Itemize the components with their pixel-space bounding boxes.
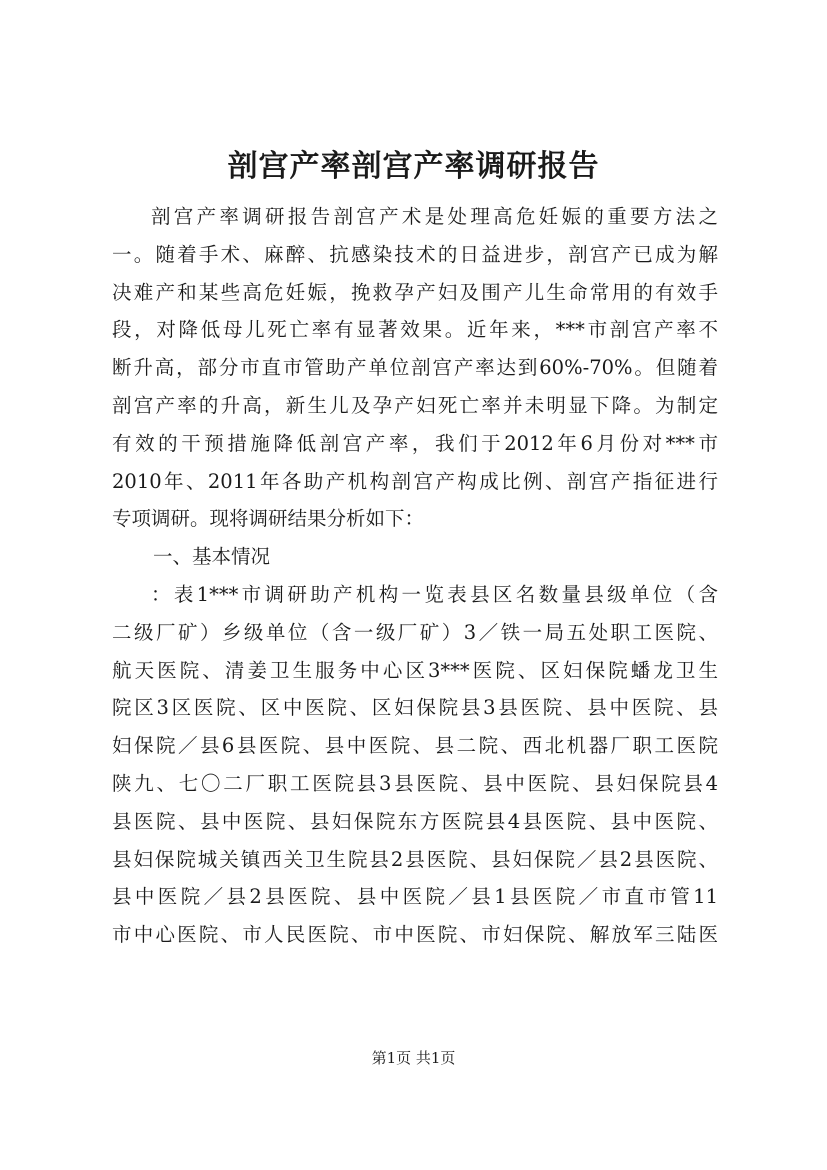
paragraph-line: 县医院、县中医院、县妇保院东方医院县4县医院、县中医院、 <box>112 809 718 833</box>
paragraph-line: 一。随着手术、麻醉、抗感染技术的日益进步，剖宫产已成为解 <box>112 242 718 266</box>
paragraph-line: 有效的干预措施降低剖宫产率，我们于2012年6月份对***市 <box>112 431 718 455</box>
paragraph-line: 妇保院／县6县医院、县中医院、县二院、西北机器厂职工医院 <box>112 734 718 758</box>
paragraph-line: 二级厂矿）乡级单位（含一级厂矿）3／铁一局五处职工医院、 <box>112 620 718 644</box>
paragraph-line: 剖宫产率的升高，新生儿及孕产妇死亡率并未明显下降。为制定 <box>112 393 718 417</box>
paragraph-line: 县妇保院城关镇西关卫生院县2县医院、县妇保院／县2县医院、 <box>112 847 718 871</box>
document-body <box>112 198 718 954</box>
page-footer: 第1页 共1页 <box>371 1049 456 1067</box>
section-heading: 一、基本情况 <box>153 545 271 569</box>
paragraph-line: 段，对降低母儿死亡率有显著效果。近年来，***市剖宫产率不 <box>112 318 718 342</box>
paragraph-line: 2010年、2011年各助产机构剖宫产构成比例、剖宫产指征进行 <box>112 469 718 493</box>
paragraph-line: ：表1***市调研助产机构一览表县区名数量县级单位（含 <box>151 582 718 606</box>
paragraph-line: 市中心医院、市人民医院、市中医院、市妇保院、解放军三陆医 <box>112 923 718 947</box>
paragraph-line: 陕九、七〇二厂职工医院县3县医院、县中医院、县妇保院县4 <box>112 771 718 795</box>
paragraph-line: 剖宫产率调研报告剖宫产术是处理高危妊娠的重要方法之 <box>151 205 718 228</box>
paragraph-line: 院区3区医院、区中医院、区妇保院县3县医院、县中医院、县 <box>112 696 718 720</box>
paragraph-line: 断升高，部分市直市管助产单位剖宫产率达到60%-70%。但随着 <box>112 356 718 380</box>
paragraph-line: 专项调研。现将调研结果分析如下： <box>112 507 425 531</box>
paragraph-line: 决难产和某些高危妊娠，挽救孕产妇及围产儿生命常用的有效手 <box>112 280 718 304</box>
document-title: 剖宫产率剖宫产率调研报告 <box>227 149 600 184</box>
paragraph-line: 县中医院／县2县医院、县中医院／县1县医院／市直市管11 <box>112 885 718 909</box>
paragraph-line: 航天医院、清姜卫生服务中心区3***医院、区妇保院蟠龙卫生 <box>112 658 718 682</box>
